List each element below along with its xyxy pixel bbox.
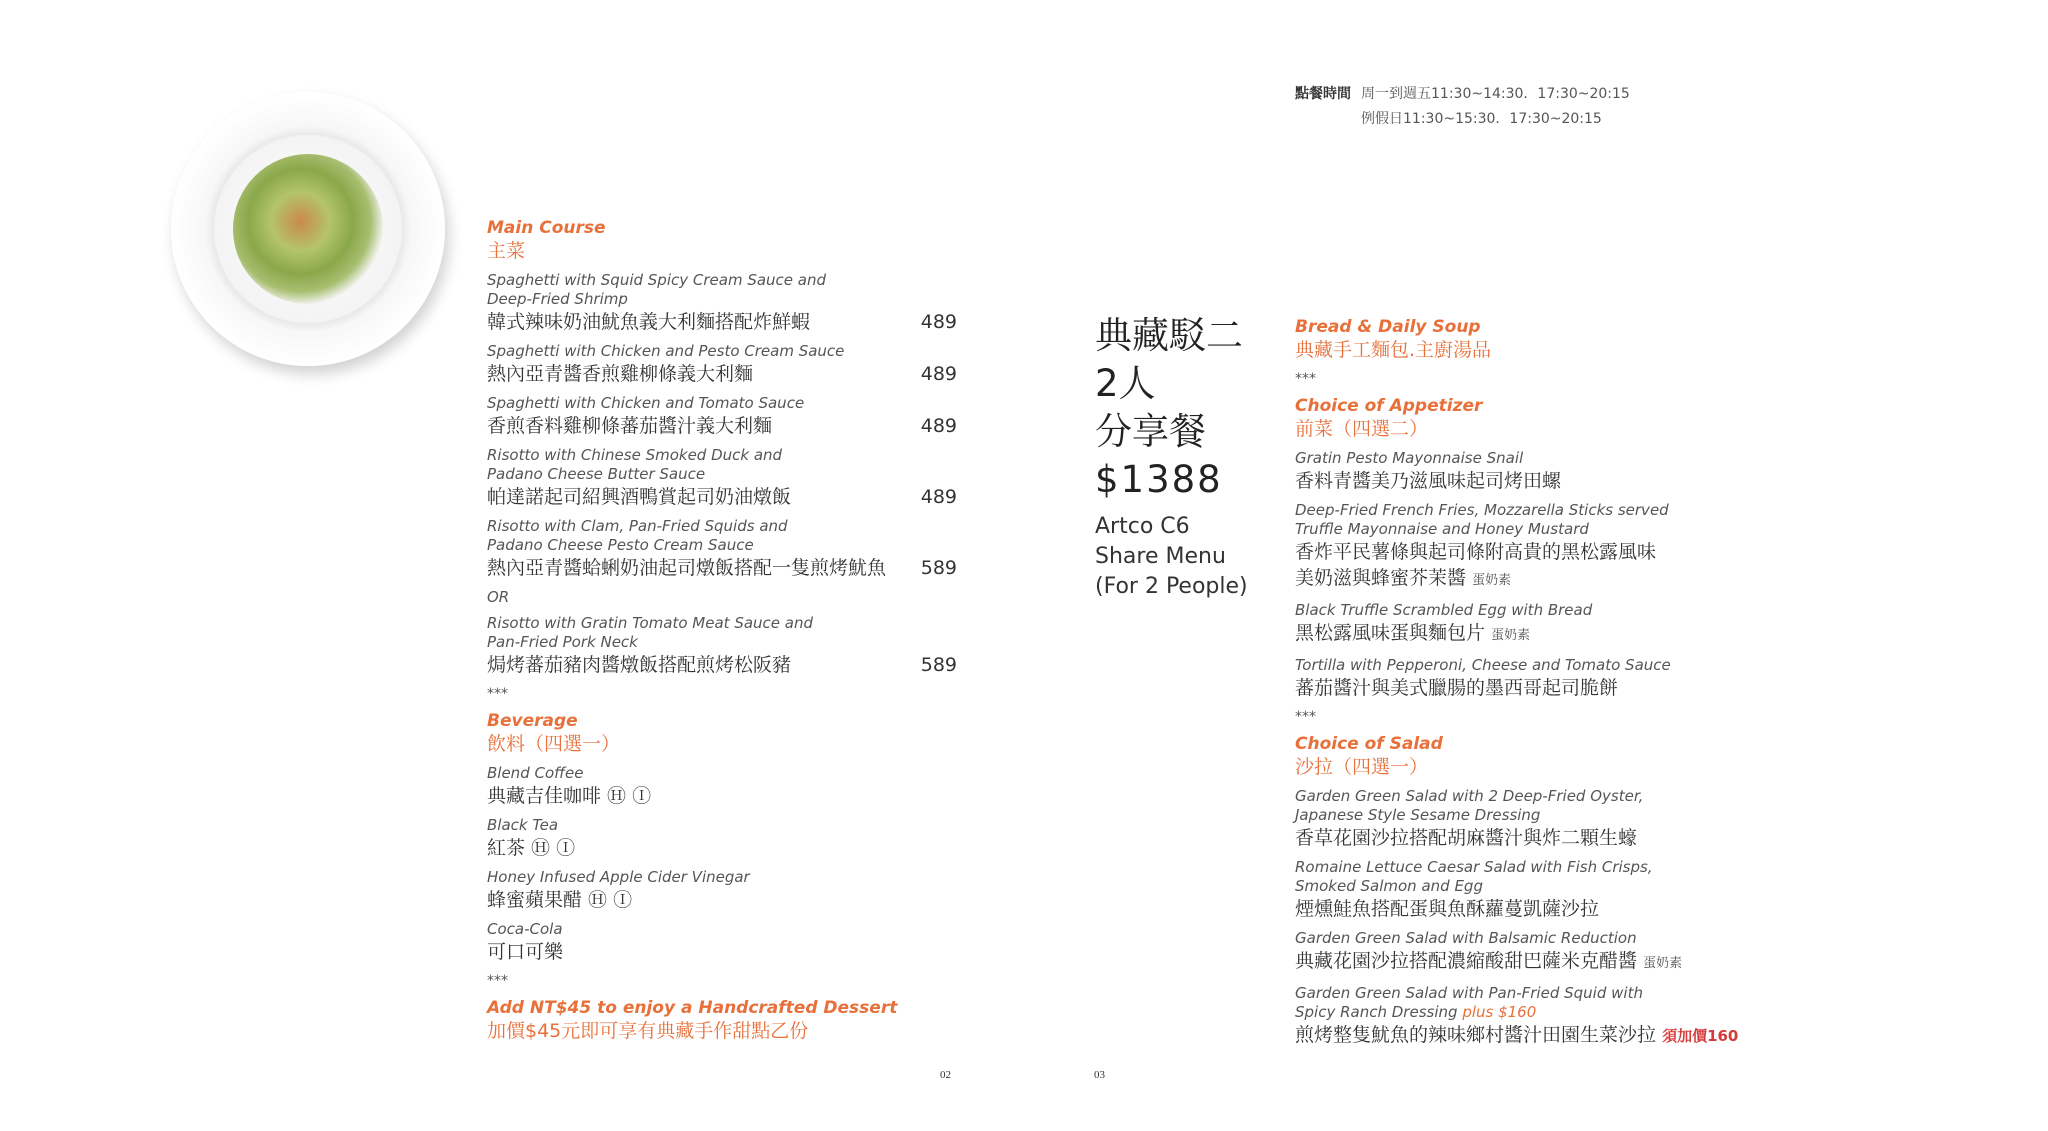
section-title-zh: 沙拉（四選一） <box>1295 756 1429 778</box>
page-number-left: 02 <box>940 1069 951 1081</box>
item-en: Black Tea <box>487 816 559 834</box>
item-en: Padano Cheese Butter Sauce <box>487 465 706 483</box>
item-en: Garden Green Salad with Pan-Fried Squid with <box>1295 984 1643 1002</box>
item-en: Spaghetti with Chicken and Pesto Cream Sauce <box>487 342 845 360</box>
menu-item <box>487 342 957 387</box>
surcharge-en: plus $160 <box>1462 1003 1537 1021</box>
item-en: Risotto with Gratin Tomato Meat Sauce and <box>487 614 814 632</box>
menu-item <box>1295 501 1815 594</box>
pasta-dish-photo <box>171 92 445 366</box>
item-zh: 美奶滋與蜂蜜芥茉醬 <box>1295 567 1467 589</box>
hours-label: 點餐時間 <box>1295 86 1351 102</box>
item-price: 489 <box>920 486 957 508</box>
set-price: $1388 <box>1095 458 1223 501</box>
item-zh: 韓式辣味奶油魷魚義大利麵搭配炸鮮蝦 <box>487 311 811 333</box>
hours-holiday: 例假日11:30~15:30．17:30~20:15 <box>1361 111 1602 127</box>
surcharge-zh: 須加價160 <box>1662 1027 1739 1045</box>
left-page-menu <box>487 218 957 1043</box>
item-zh: 蜂蜜蘋果醋 Ⓗ Ⓘ <box>487 889 633 911</box>
item-zh: 黑松露風味蛋與麵包片 <box>1295 622 1486 644</box>
item-en: Japanese Style Sesame Dressing <box>1295 806 1541 824</box>
pasta-food <box>233 154 383 304</box>
divider-stars: *** <box>487 973 508 989</box>
vegetarian-tag: 蛋奶素 <box>1472 573 1512 588</box>
item-en: Spaghetti with Chicken and Tomato Sauce <box>487 394 805 412</box>
set-title <box>1095 312 1243 504</box>
item-zh: 熱內亞青醬香煎雞柳條義大利麵 <box>487 363 754 385</box>
item-en: Deep-Fried Shrimp <box>487 290 628 308</box>
item-zh: 香煎香料雞柳條蕃茄醬汁義大利麵 <box>487 415 773 437</box>
section-title-en: Main Course <box>487 218 606 238</box>
hours-weekday: 周一到週五11:30~14:30．17:30~20:15 <box>1361 86 1630 102</box>
item-en: Spicy Ranch Dressing <box>1295 1003 1458 1021</box>
divider-stars: *** <box>487 686 508 702</box>
page-number-right: 03 <box>1094 1069 1105 1081</box>
menu-item <box>487 446 957 510</box>
title-line: 典藏駁二 <box>1095 314 1243 357</box>
item-en: Padano Cheese Pesto Cream Sauce <box>487 536 754 554</box>
menu-item <box>1295 984 1815 1049</box>
item-zh: 香炸平民薯條與起司條附高貴的黑松露風味 <box>1295 541 1657 563</box>
menu-item <box>1295 601 1815 649</box>
item-price: 589 <box>920 654 957 676</box>
section-title-en: Bread & Daily Soup <box>1295 317 1481 337</box>
item-en: Risotto with Chinese Smoked Duck and <box>487 446 783 464</box>
set-subtitle <box>1095 512 1248 602</box>
item-zh: 蕃茄醬汁與美式臘腸的墨西哥起司脆餅 <box>1295 677 1619 699</box>
menu-item <box>1295 449 1815 494</box>
item-price: 489 <box>920 311 957 333</box>
item-zh: 可口可樂 <box>487 941 564 963</box>
item-en: Coca-Cola <box>487 920 563 938</box>
section-title-en: Choice of Salad <box>1295 734 1443 754</box>
menu-item <box>487 614 957 678</box>
item-price: 489 <box>920 363 957 385</box>
section-title-en: Choice of Appetizer <box>1295 396 1483 416</box>
item-en: Honey Infused Apple Cider Vinegar <box>487 868 750 886</box>
item-en: Gratin Pesto Mayonnaise Snail <box>1295 449 1524 467</box>
item-en: Deep-Fried French Fries, Mozzarella Sticks served <box>1295 501 1669 519</box>
subtitle-line: Artco C6 <box>1095 514 1190 539</box>
section-title-zh: 主菜 <box>487 240 526 262</box>
or-separator: OR <box>487 588 510 606</box>
item-en: Risotto with Clam, Pan-Fried Squids and <box>487 517 788 535</box>
menu-item <box>1295 656 1815 701</box>
menu-item <box>1295 858 1815 922</box>
menu-item <box>487 816 957 861</box>
menu-item <box>487 764 957 809</box>
item-zh: 帕達諾起司紹興酒鴨賞起司奶油燉飯 <box>487 486 792 508</box>
title-line: 2人 <box>1095 362 1156 405</box>
section-title-zh: 飲料（四選一） <box>487 733 621 755</box>
divider-stars: *** <box>1295 371 1316 387</box>
item-zh: 典藏花園沙拉搭配濃縮酸甜巴薩米克醋醬 <box>1295 950 1638 972</box>
item-zh: 煎烤整隻魷魚的辣味鄉村醬汁田園生菜沙拉 <box>1295 1024 1657 1046</box>
item-en: Black Truffle Scrambled Egg with Bread <box>1295 601 1593 619</box>
item-en: Blend Coffee <box>487 764 584 782</box>
menu-item <box>487 868 957 913</box>
item-en: Garden Green Salad with Balsamic Reduction <box>1295 929 1637 947</box>
item-zh: 典藏吉佳咖啡 Ⓗ Ⓘ <box>487 785 652 807</box>
menu-item <box>487 920 957 965</box>
ordering-hours <box>1295 82 1630 132</box>
vegetarian-tag: 蛋奶素 <box>1643 956 1683 971</box>
item-en: Truffle Mayonnaise and Honey Mustard <box>1295 520 1589 538</box>
item-zh: 香草花園沙拉搭配胡麻醬汁與炸二顆生蠔 <box>1295 827 1638 849</box>
item-en: Garden Green Salad with 2 Deep-Fried Oyster, <box>1295 787 1644 805</box>
item-zh: 煙燻鮭魚搭配蛋與魚酥蘿蔓凱薩沙拉 <box>1295 898 1600 920</box>
item-en: Spaghetti with Squid Spicy Cream Sauce and <box>487 271 827 289</box>
section-title-en: Beverage <box>487 711 578 731</box>
item-price: 489 <box>920 415 957 437</box>
right-page-menu <box>1295 317 1815 1056</box>
menu-item <box>1295 929 1815 977</box>
item-zh: 焗烤蕃茄豬肉醬燉飯搭配煎烤松阪豬 <box>487 654 792 676</box>
item-zh: 熱內亞青醬蛤蜊奶油起司燉飯搭配一隻煎烤魷魚 <box>487 557 887 579</box>
section-title-zh: 典藏手工麵包.主廚湯品 <box>1295 339 1492 361</box>
item-en: Smoked Salmon and Egg <box>1295 877 1483 895</box>
subtitle-line: (For 2 People) <box>1095 574 1248 599</box>
menu-item <box>1295 787 1815 851</box>
section-title-zh: 前菜（四選二） <box>1295 418 1429 440</box>
divider-stars: *** <box>1295 709 1316 725</box>
dessert-offer-en: Add NT$45 to enjoy a Handcrafted Dessert <box>487 998 898 1018</box>
item-zh: 紅茶 Ⓗ Ⓘ <box>487 837 576 859</box>
menu-item <box>487 394 957 439</box>
item-price: 589 <box>920 557 957 579</box>
item-en: Tortilla with Pepperoni, Cheese and Tomato Sauce <box>1295 656 1671 674</box>
dessert-offer-zh: 加價$45元即可享有典藏手作甜點乙份 <box>487 1020 809 1042</box>
vegetarian-tag: 蛋奶素 <box>1491 628 1531 643</box>
title-line: 分享餐 <box>1095 410 1206 453</box>
subtitle-line: Share Menu <box>1095 544 1226 569</box>
item-en: Romaine Lettuce Caesar Salad with Fish Crisps, <box>1295 858 1653 876</box>
item-en: Pan-Fried Pork Neck <box>487 633 638 651</box>
menu-item <box>487 517 957 581</box>
item-zh: 香料青醬美乃滋風味起司烤田螺 <box>1295 470 1562 492</box>
menu-item <box>487 271 957 335</box>
